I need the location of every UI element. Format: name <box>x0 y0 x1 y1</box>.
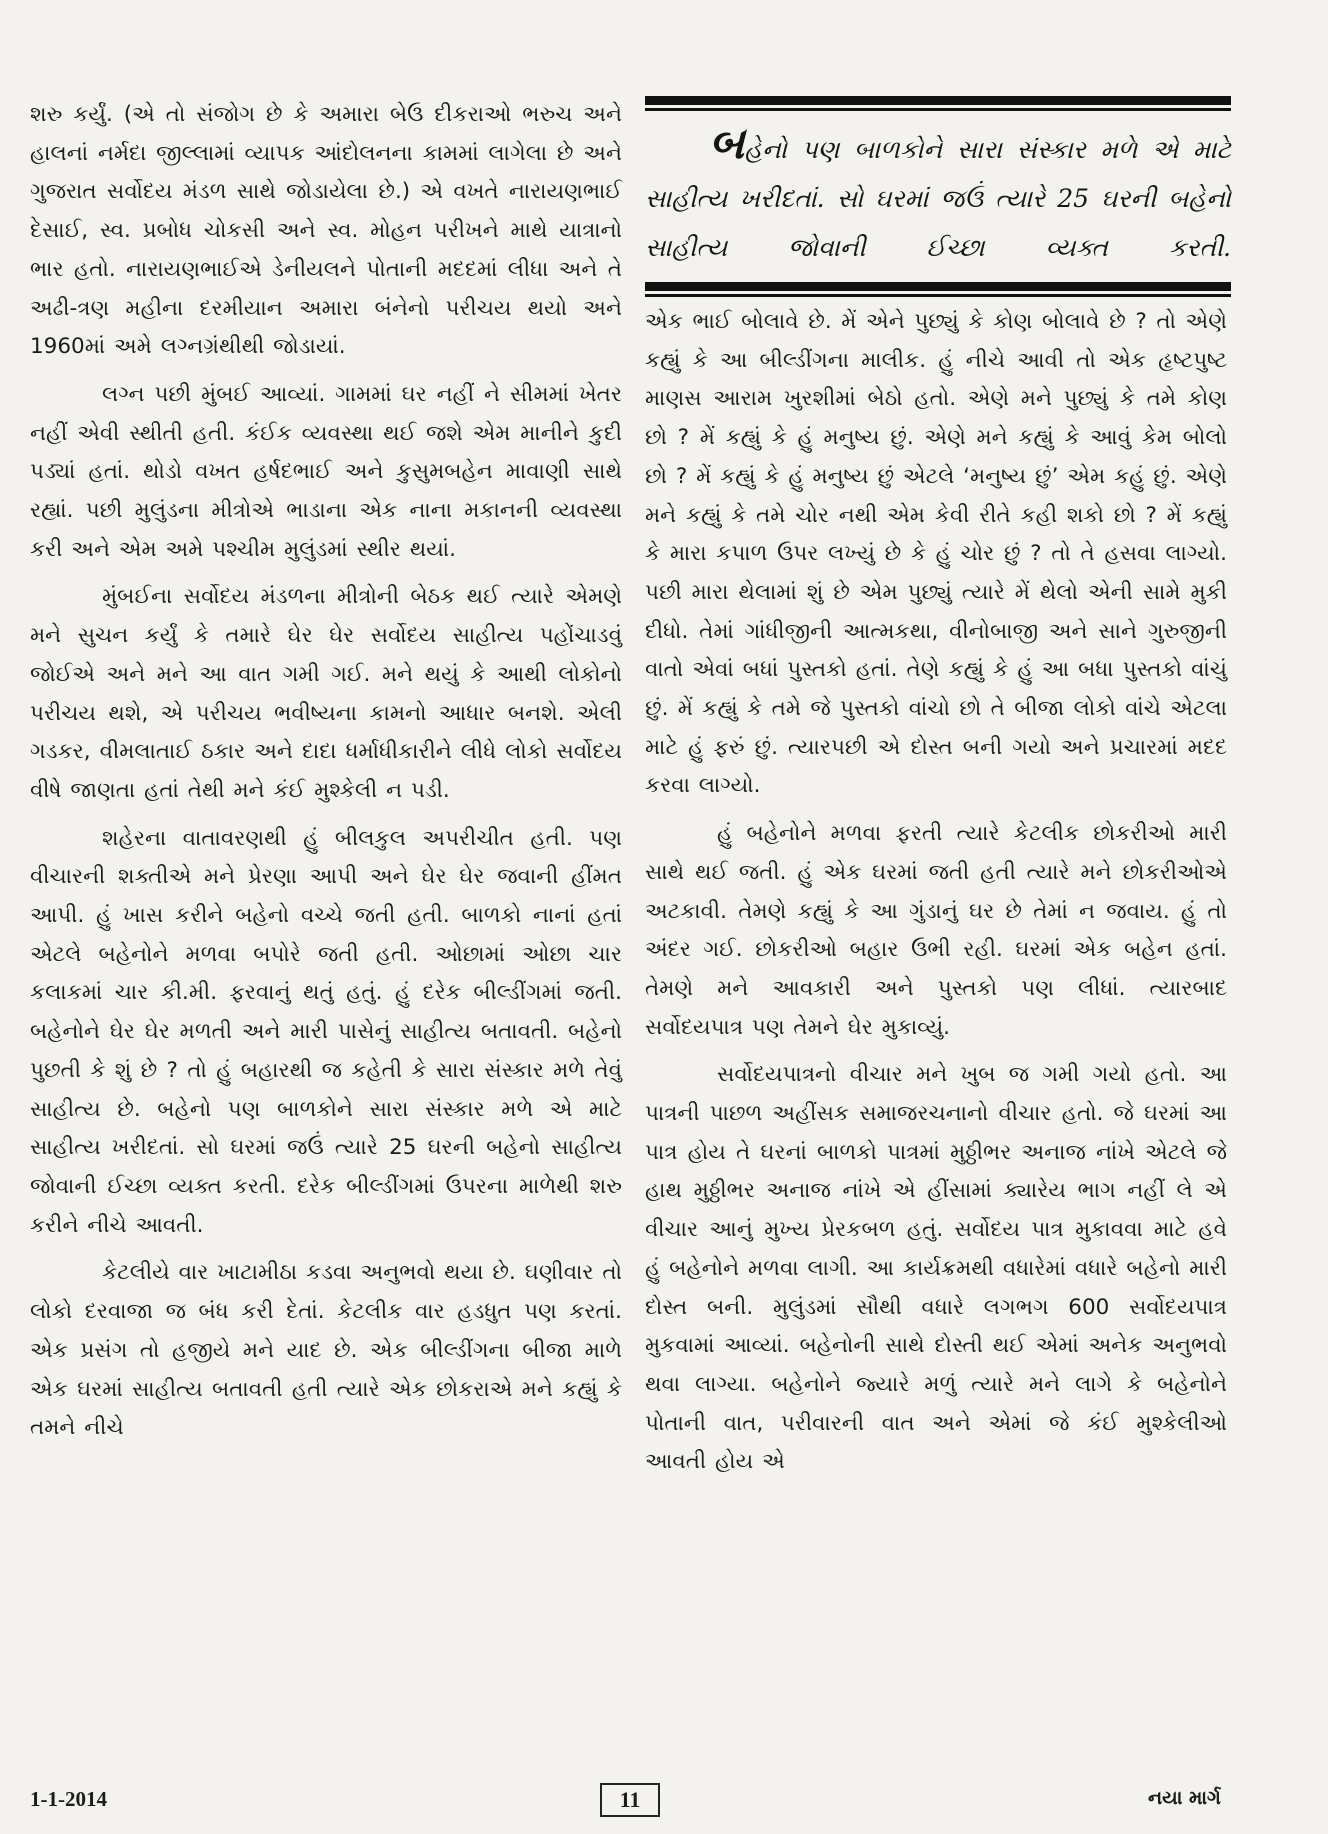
pull-quote-text <box>645 118 1231 272</box>
left-column <box>30 96 622 1448</box>
pull-quote-body: હેનો પણ બાળકોને સારા સંસ્કાર મળે એ માટે સાહીત્ય ખરીદતાં. સો ઘરમાં જઉં ત્યારે 25 ઘરની બહેનો સાહીત્ય જોવાની ઈચ્છા વ્યક્ત કરતી. <box>645 135 1231 262</box>
page-number: 11 <box>600 1783 660 1817</box>
article-paragraph: કેટલીયે વાર ખાટામીઠા કડવા અનુભવો થયા છે. ઘણીવાર તો લોકો દરવાજા જ બંધ કરી દેતાં. કેટલીક વાર હડધુત પણ કરતાં. એક પ્રસંગ તો હજીયે મને યાદ છે. એક બીલ્ડીંગના બીજા માળે એક ઘરમાં સાહીત્ય બતાવતી હતી ત્યારે એક છોકરાએ મને કહ્યું કે તમને નીચે <box>30 1260 622 1441</box>
magazine-title: નયા માર્ગ <box>1148 1787 1221 1809</box>
article-paragraph: શહેરના વાતાવરણથી હું બીલકુલ અપરીચીત હતી. પણ વીચારની શક્તીએ મને પ્રેરણા આપી અને ઘેર ઘેર જવાની હીંમત આપી. હું ખાસ કરીને બહેનો વચ્ચે જતી હતી. બાળકો નાનાં હતાં એટલે બહેનોને મળવા બપોરે જતી હતી. ઓછામાં ઓછા ચાર કલાકમાં ચાર કી.મી. ફરવાનું થતું હતું. હું દરેક બીલ્ડીંગમાં જતી. બહેનોને ઘેર ઘેર મળતી અને મારી પાસેનું સાહીત્ય બતાવતી. બહેનો પુછતી કે શું છે ? તો હું બહારથી જ કહેતી કે સારા સંસ્કાર મળે તેવું સાહીત્ય છે. બહેનો પણ બાળકોને સારા સંસ્કાર મળે એ માટે સાહીત્ય ખરીદતાં. સો ઘરમાં જઉં ત્યારે 25 ઘરની બહેનો સાહીત્ય જોવાની ઈચ્છા વ્યક્ત કરતી. દરેક બીલ્ડીંગમાં ઉપરના માળેથી શરુ કરીને નીચે આવતી. <box>30 825 622 1238</box>
article-paragraph: મુંબઈના સર્વોદય મંડળના મીત્રોની બેઠક થઈ ત્યારે એમણે મને સુચન કર્યું કે તમારે ઘેર ઘેર સર્વોદય સાહીત્ય પહોંચાડવું જોઈએ અને મને આ વાત ગમી ગઈ. મને થયું કે આથી લોકોનો પરીચય થશે, એ પરીચય ભવીષ્યના કામનો આધાર બનશે. એલી ગડકર, વીમલાતાઈ ઠકાર અને દાદા ધર્માધીકારીને લીધે લોકો સર્વોદય વીષે જાણતા હતાં તેથી મને કંઈ મુશ્કેલી ન પડી. <box>30 584 622 803</box>
pull-quote-top-rule <box>645 96 1231 105</box>
article-paragraph: લગ્ન પછી મુંબઈ આવ્યાં. ગામમાં ઘર નહીં ને સીમમાં ખેતર નહીં એવી સ્થીતી હતી. કંઈક વ્યવસ્થા થઈ જશે એમ માનીને કુદી પડ્યાં હતાં. થોડો વખત હર્ષદભાઈ અને કુસુમબહેન માવાણી સાથે રહ્યાં. પછી મુલુંડના મીત્રોએ ભાડાના એક નાના મકાનની વ્યવસ્થા કરી અને એમ અમે પશ્ચીમ મુલુંડમાં સ્થીર થયાં. <box>30 381 622 562</box>
page-footer <box>0 1783 1328 1819</box>
pull-quote-top-rule-thin <box>645 108 1231 111</box>
pull-quote <box>645 96 1231 297</box>
article-paragraph: સર્વોદયપાત્રનો વીચાર મને ખુબ જ ગમી ગયો હતો. આ પાત્રની પાછળ અહીંસક સમાજરચનાનો વીચાર હતો. જે ઘરમાં આ પાત્ર હોય તે ઘરનાં બાળકો પાત્રમાં મુઠ્ઠીભર અનાજ નાંખે એટલે જે હાથ મુઠ્ઠીભર અનાજ નાંખે એ હીંસામાં ક્યારેય ભાગ નહીં લે એ વીચાર આનું મુખ્ય પ્રેરકબળ હતું. સર્વોદય પાત્ર મુકાવવા માટે હવે હું બહેનોને મળવા લાગી. આ કાર્યક્રમથી વધારેમાં વધારે બહેનો મારી દોસ્ત બની. મુલુંડમાં સૌથી વધારે લગભગ 600 સર્વોદયપાત્ર મુકવામાં આવ્યાં. બહેનોની સાથે દોસ્તી થઈ એમાં અનેક અનુભવો થવા લાગ્યા. બહેનોને જ્યારે મળું ત્યારે મને લાગે કે બહેનોને પોતાની વાત, પરીવારની વાત અને એમાં જે કંઈ મુશ્કેલીઓ આવતી હોય એ <box>645 1062 1227 1475</box>
pull-quote-bottom-rule <box>645 282 1231 291</box>
article-paragraph: શરુ કર્યું. (એ તો સંજોગ છે કે અમારા બેઉ દીકરાઓ ભરુચ અને હાલનાં નર્મદા જીલ્લામાં વ્યાપક આંદોલનના કામમાં લાગેલા છે અને ગુજરાત સર્વોદય મંડળ સાથે જોડાયેલા છે.) એ વખતે નારાયણભાઈ દેસાઈ, સ્વ. પ્રબોધ ચોકસી અને સ્વ. મોહન પરીખને માથે યાત્રાનો ભાર હતો. નારાયણભાઈએ ડેનીયલને પોતાની મદદમાં લીધા અને તે અઢી-ત્રણ મહીના દરમીયાન અમારા બંનેનો પરીચય થયો અને 1960માં અમે લગ્નગ્રંથીથી જોડાયાં. <box>30 102 622 360</box>
article-paragraph: એક ભાઈ બોલાવે છે. મેં એને પુછ્યું કે કોણ બોલાવે છે ? તો એણે કહ્યું કે આ બીલ્ડીંગના માલીક. હું નીચે આવી તો એક હૃષ્ટપુષ્ટ માણસ આરામ ખુરશીમાં બેઠો હતો. એણે મને પુછ્યું કે તમે કોણ છો ? મેં કહ્યું કે હું મનુષ્ય છું. એણે મને કહ્યું કે આવું કેમ બોલો છો ? મેં કહ્યું કે હું મનુષ્ય છું એટલે ‘મનુષ્ય છું’ એમ કહું છું. એણે મને કહ્યું કે તમે ચોર નથી એમ કેવી રીતે કહી શકો છો ? મેં કહ્યું કે મારા કપાળ ઉપર લખ્યું છે કે હું ચોર છું ? તો તે હસવા લાગ્યો. પછી મારા થેલામાં શું છે એમ પુછ્યું ત્યારે મેં થેલો એની સામે મુકી દીધો. તેમાં ગાંધીજીની આત્મકથા, વીનોબાજી અને સાને ગુરુજીની વાતો એવાં બધાં પુસ્તકો હતાં. તેણે કહ્યું કે હું આ બધા પુસ્તકો વાંચું છું. મેં કહ્યું કે તમે જે પુસ્તકો વાંચો છો તે બીજા લોકો વાંચે એટલા માટે હું ફરું છું. ત્યારપછી એ દોસ્ત બની ગયો અને પ્રચારમાં મદદ કરવા લાગ્યો. <box>645 309 1227 799</box>
article-paragraph: હું બહેનોને મળવા ફરતી ત્યારે કેટલીક છોકરીઓ મારી સાથે થઈ જતી. હું એક ઘરમાં જતી હતી ત્યારે મને છોકરીઓએ અટકાવી. તેમણે કહ્યું કે આ ગુંડાનું ઘર છે તેમાં ન જવાય. હું તો અંદર ગઈ. છોકરીઓ બહાર ઉભી રહી. ઘરમાં એક બહેન હતાં. તેમણે મને આવકારી અને પુસ્તકો પણ લીધાં. ત્યારબાદ સર્વોદયપાત્ર પણ તેમને ઘેર મુકાવ્યું. <box>645 821 1227 1040</box>
pull-quote-dropcap: બ <box>709 118 745 169</box>
issue-date: 1-1-2014 <box>30 1787 107 1811</box>
right-column <box>645 96 1231 1482</box>
pull-quote-bottom-rule-thin <box>645 294 1231 297</box>
